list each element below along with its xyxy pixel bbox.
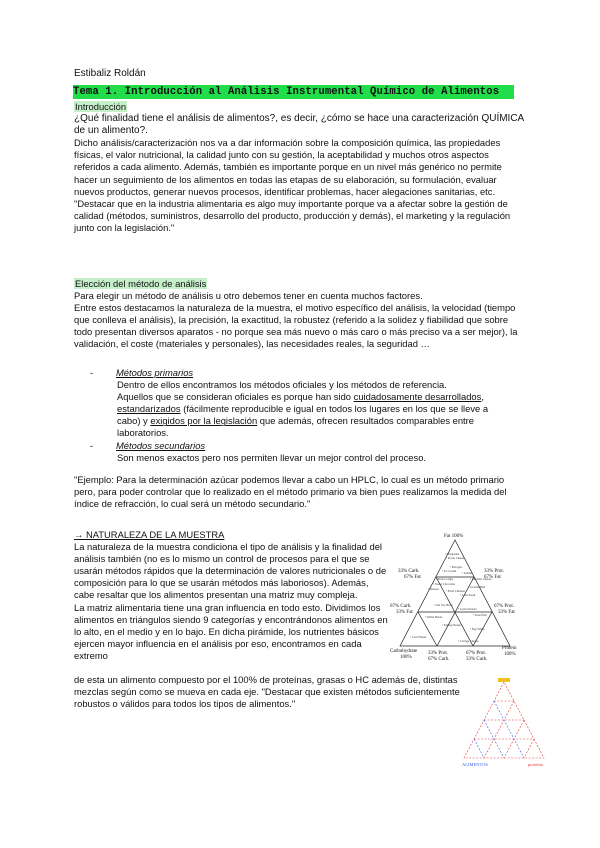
method-example: "Ejemplo: Para la determinación azúcar podemos llevar a cabo un HPLC, lo cual es un método primario pero, para poder controlar que lo realizado en el método primario va bien pues realizamos la medida del índice de refracción, lo cual será un método secundario." (74, 474, 507, 510)
fig-label-lm1: 67% Carb. (390, 604, 412, 609)
secundarios-line1: Son menos exactos pero nos permiten llevar un mejor control del proceso. (117, 451, 427, 463)
fig-label-lm2: 33% Fat (396, 610, 413, 615)
method-p1: Para elegir un método de análisis u otro debemos tener en cuenta muchos factores. (74, 290, 423, 302)
method-list (90, 367, 510, 464)
svg-text:• Dessert: • Dessert (428, 587, 439, 591)
intro-quote: "Destacar que en la industria alimentaria es algo muy importante porque va a afectar sobre la gestión de calidad (métodos, suministros, desarrollo del producto, producción y demás), el marketing y la regulación junto con la legislación." (74, 197, 511, 233)
svg-text:• Lean Chicken: • Lean Chicken (458, 607, 477, 611)
svg-text:• Oat Soy Bean: • Oat Soy Bean (434, 603, 453, 607)
intro-paragraph: Dicho análisis/caracterización nos va a dar información sobre la composición química, las propiedades físicas, el valor nutricional, la calidad junto con su gestión, la aceptabilidad y muchos otros aspectos referidos a cada alimento. Además, también es importante porque en un nivel más genérico no permite hacer un seguimiento de los alimentos en todas las etapas de su elaboración, su formulación, evaluar nuevos productos, generar nuevos procesos, identificar problemas, hacer alegaciones sanitarias, etc. (74, 137, 502, 197)
fig-label-lu2: 67% Fat (404, 575, 421, 580)
fig-label-bm2b: 33% Carb. (466, 657, 488, 662)
fig-label-bl1: Carbohydrate (390, 649, 418, 654)
nature-section (74, 529, 390, 662)
primarios-title: Métodos primarios (116, 367, 194, 378)
fig-label-ru2: 67% Fat (484, 575, 501, 580)
svg-text:• Corn Flakes: • Corn Flakes (410, 635, 427, 639)
primarios-detail: Aquellos que se consideran oficiales es porque han sido cuidadosamente desarrollados, estandarizados (fácilmente reproducible e igual en todos los lugares en los que se lleve a cabo) y exigidos por la legislación que además, ofrecen resultados comparables entre laboratorios. (117, 391, 489, 439)
svg-text:• Egg White: • Egg White (470, 627, 485, 631)
nature-heading: → NATURALEZA DE LA MUESTRA (74, 529, 225, 540)
fig-label-br2: 100% (504, 652, 516, 657)
fig-label-top: Fat 100% (444, 534, 464, 539)
fig2-label-right: proteína (528, 762, 543, 767)
intro-question: ¿Qué finalidad tiene el análisis de alimentos?, es decir, ¿cómo se hace una caracterización QUÍMICA de un alimento?. (74, 113, 524, 137)
fig-label-bm1a: 33% Prot. (428, 651, 448, 656)
svg-text:• Potato Chips: • Potato Chips (436, 577, 454, 581)
fig-label-bl2: 100% (400, 655, 412, 660)
colored-triangle-figure (458, 678, 550, 768)
secundarios-title: Métodos secundarios (116, 439, 206, 451)
svg-text:• White Bread: • White Bread (425, 615, 442, 619)
svg-text:• Bologna: • Bologna (450, 565, 462, 569)
svg-text:• Salami: • Salami (462, 571, 473, 575)
svg-text:• Tuna Fish: • Tuna Fish (473, 613, 487, 617)
svg-text:• Ground Beef: • Ground Beef (468, 585, 486, 589)
author-name: Estibaliz Roldán (74, 68, 146, 79)
primarios-line1: Dentro de ellos encontramos los métodos oficiales y los métodos de referencia. (117, 379, 447, 391)
method-section (74, 278, 524, 351)
nature-p2: La matriz alimentaria tiene una gran influencia en todo esto. Dividimos los alimentos en triángulos siendo 9 categorías y encontrándonos alimentos en lo alto, en el medio y en lo bajo. En dicha pirámide, los nutrientes básicos ejercen mayor influencia en el análisis por eso, encontramos en cada extremo (74, 601, 388, 661)
svg-text:• Fried Chicken: • Fried Chicken (446, 589, 465, 593)
intro-section (74, 101, 524, 234)
svg-text:• Sweet Chocolate: • Sweet Chocolate (433, 582, 456, 586)
intro-heading: Introducción (75, 101, 127, 112)
fig-label-ru1: 33% Prot. (484, 569, 504, 574)
food-triangle-figure (390, 530, 520, 670)
fig2-label-left: ALIMENTOS (462, 762, 488, 767)
svg-text:• Lean Steak: • Lean Steak (460, 593, 476, 597)
list-item-primarios (90, 367, 510, 379)
fig-label-lu1: 33% Carb. (398, 569, 420, 574)
svg-text:• Pecan Cheese: • Pecan Cheese (446, 556, 465, 560)
svg-text:• Cottage Cheese: • Cottage Cheese (458, 639, 479, 643)
bullet: - (90, 439, 94, 451)
nature-p3: de esta un alimento compuesto por el 100% de proteínas, grasas o HC además de, distintas mezclas según como se mueva en cada eje. "Destacar que existen métodos suficientemente robustos o válidos para todos los tipos de alimentos." (74, 674, 460, 710)
svg-text:• Margarine: • Margarine (445, 552, 460, 556)
svg-text:• Kidney Beans: • Kidney Beans (442, 623, 461, 627)
nature-p1: La naturaleza de la muestra condiciona el tipo de análisis y la finalidad del análisis también (no es lo mismo un control de procesos para el que se usarán métodos rápidos que la determinación de valores nutricionales o de composición para lo que se usarán métodos más laboriosos). Además, cabe resaltar que los alimentos presentan una matriz muy compleja. (74, 541, 387, 601)
list-item-secundarios (90, 440, 510, 452)
fig-label-rm1: 67% Prot. (494, 604, 514, 609)
fig-label-bm2a: 67% Prot. (466, 651, 486, 656)
method-heading: Elección del método de análisis (75, 278, 207, 289)
svg-text:• Cheddar Cheese: • Cheddar Cheese (470, 577, 492, 581)
fig-label-bm1b: 67% Carb. (428, 657, 450, 662)
fig-label-br1: Protein (502, 646, 517, 651)
svg-text:• Ice Cream: • Ice Cream (442, 569, 457, 573)
fig-label-rm2: 33% Fat (498, 610, 515, 615)
document-title: Tema 1. Introducción al Análisis Instrumental Químico de Alimentos (73, 85, 514, 99)
method-p2: Entre estos destacamos la naturaleza de la muestra, el motivo específico del análisis, la velocidad (tiempo que conlleva el análisis), la precisión, la exactitud, la robustez (referido a la solidez y fiabilidad que sobre todo presentan diversos aparatos - no porque sea más nuevo o más caro o más preciso va a ser mejor), la validación, el coste (materiales y personales), las necesidades reales, la seguridad … (74, 302, 518, 350)
bullet: - (90, 367, 94, 378)
